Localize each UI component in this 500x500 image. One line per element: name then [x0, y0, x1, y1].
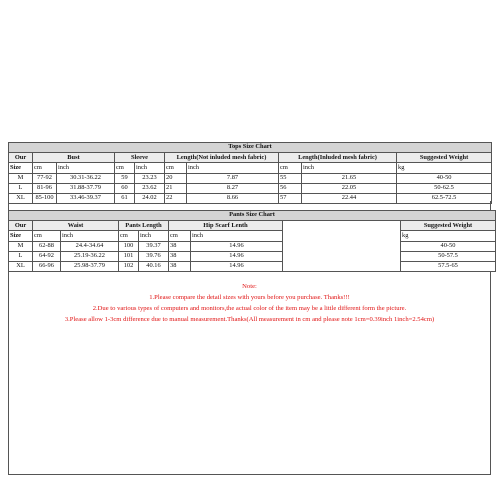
unit-inch: inch [57, 163, 115, 173]
size-cell: M [9, 241, 33, 251]
sleeve-inch-cell: 24.02 [135, 193, 165, 203]
bust-inch-cell: 33.46-39.37 [57, 193, 115, 203]
note-line-3: 3.Please allow 1-3cm difference due to manual measurement.Thanks(All measurement in cm and please note 1cm=0.39inch 1inch=2.54cm) [64, 316, 435, 323]
tops-size-chart [8, 142, 492, 204]
sleeve-cm-cell: 60 [115, 183, 135, 193]
size-cell: XL [9, 261, 33, 271]
size-cell: L [9, 251, 33, 261]
length-mesh-cm-cell: 56 [279, 183, 302, 193]
waist-cm-cell: 62-88 [33, 241, 61, 251]
unit-inch: inch [139, 231, 169, 241]
unit-inch: inch [135, 163, 165, 173]
note-title: Note: [242, 283, 257, 290]
sleeve-inch-cell: 23.62 [135, 183, 165, 193]
size-cell: M [9, 173, 33, 183]
table-spacer [8, 201, 491, 210]
unit-inch: inch [191, 231, 283, 241]
weight-cell: 50-57.5 [401, 251, 496, 261]
length-inch-cell: 8.66 [187, 193, 279, 203]
size-label: Size [9, 231, 33, 241]
pants-length-inch-cell: 39.37 [139, 241, 169, 251]
table-row [9, 183, 492, 193]
pants-chart-title: Pants Size Chart [9, 211, 496, 221]
bust-header: Bust [33, 153, 115, 163]
table-row [9, 173, 492, 183]
length-inch-cell: 8.27 [187, 183, 279, 193]
bust-cm-cell: 85-100 [33, 193, 57, 203]
weight-cell: 62.5-72.5 [397, 193, 492, 203]
bust-inch-cell: 31.88-37.79 [57, 183, 115, 193]
sleeve-header: Sleeve [115, 153, 165, 163]
note-box [8, 271, 491, 475]
note-line-1: 1.Please compare the detail sizes with yours before you purchase. Thanks!!! [149, 294, 350, 301]
length-cm-cell: 22 [165, 193, 187, 203]
hip-cm-cell: 38 [169, 261, 191, 271]
weight-cell: 57.5-65 [401, 261, 496, 271]
unit-inch: inch [61, 231, 119, 241]
our-header: Our [9, 221, 33, 231]
hip-inch-cell: 14.96 [191, 261, 283, 271]
note-line-2: 2.Due to various types of computers and monitors,the actual color of the item may be a little different form the picture. [92, 305, 407, 312]
our-header: Our [9, 153, 33, 163]
weight-cell: 40-50 [397, 173, 492, 183]
unit-cm: cm [115, 163, 135, 173]
waist-cm-cell: 64-92 [33, 251, 61, 261]
length-mesh-cm-cell: 57 [279, 193, 302, 203]
pants-length-cm-cell: 101 [119, 251, 139, 261]
length-cm-cell: 21 [165, 183, 187, 193]
table-row [9, 241, 496, 251]
hip-inch-cell: 14.96 [191, 251, 283, 261]
length-mesh-inch-cell: 21.65 [302, 173, 397, 183]
bust-cm-cell: 77-92 [33, 173, 57, 183]
length-mesh-cm-cell: 55 [279, 173, 302, 183]
size-label: Size [9, 163, 33, 173]
weight-header: Suggested Weight [401, 221, 496, 231]
unit-cm: cm [165, 163, 187, 173]
unit-kg: kg [401, 231, 496, 241]
pants-size-chart [8, 210, 496, 272]
weight-cell: 50-62.5 [397, 183, 492, 193]
unit-inch: inch [302, 163, 397, 173]
unit-inch: inch [187, 163, 279, 173]
hip-scarf-header: Hip Scarf Lenth [169, 221, 283, 231]
length-mesh-header: Length(Inluded mesh fabric) [279, 153, 397, 163]
length-no-mesh-header: Length(Not inluded mesh fabric) [165, 153, 279, 163]
waist-inch-cell: 25.19-36.22 [61, 251, 119, 261]
unit-cm: cm [169, 231, 191, 241]
bust-cm-cell: 81-96 [33, 183, 57, 193]
bust-inch-cell: 30.31-36.22 [57, 173, 115, 183]
table-row [9, 251, 496, 261]
hip-cm-cell: 38 [169, 251, 191, 261]
waist-cm-cell: 66-96 [33, 261, 61, 271]
unit-kg: kg [397, 163, 492, 173]
tops-chart-title: Tops Size Chart [9, 143, 492, 153]
sleeve-cm-cell: 59 [115, 173, 135, 183]
weight-header: Suggested Weight [397, 153, 492, 163]
size-cell: XL [9, 193, 33, 203]
waist-header: Waist [33, 221, 119, 231]
length-mesh-inch-cell: 22.44 [302, 193, 397, 203]
pants-length-cm-cell: 100 [119, 241, 139, 251]
waist-inch-cell: 24.4-34.64 [61, 241, 119, 251]
length-cm-cell: 20 [165, 173, 187, 183]
length-mesh-inch-cell: 22.05 [302, 183, 397, 193]
unit-cm: cm [33, 231, 61, 241]
sleeve-cm-cell: 61 [115, 193, 135, 203]
hip-cm-cell: 38 [169, 241, 191, 251]
weight-cell: 40-50 [401, 241, 496, 251]
hip-inch-cell: 14.96 [191, 241, 283, 251]
unit-cm: cm [33, 163, 57, 173]
pants-length-inch-cell: 40.16 [139, 261, 169, 271]
blank-cell [283, 221, 401, 272]
size-cell: L [9, 183, 33, 193]
pants-length-header: Pants Length [119, 221, 169, 231]
pants-length-cm-cell: 102 [119, 261, 139, 271]
sleeve-inch-cell: 23.23 [135, 173, 165, 183]
pants-length-inch-cell: 39.76 [139, 251, 169, 261]
waist-inch-cell: 25.98-37.79 [61, 261, 119, 271]
unit-cm: cm [119, 231, 139, 241]
unit-cm: cm [279, 163, 302, 173]
length-inch-cell: 7.87 [187, 173, 279, 183]
